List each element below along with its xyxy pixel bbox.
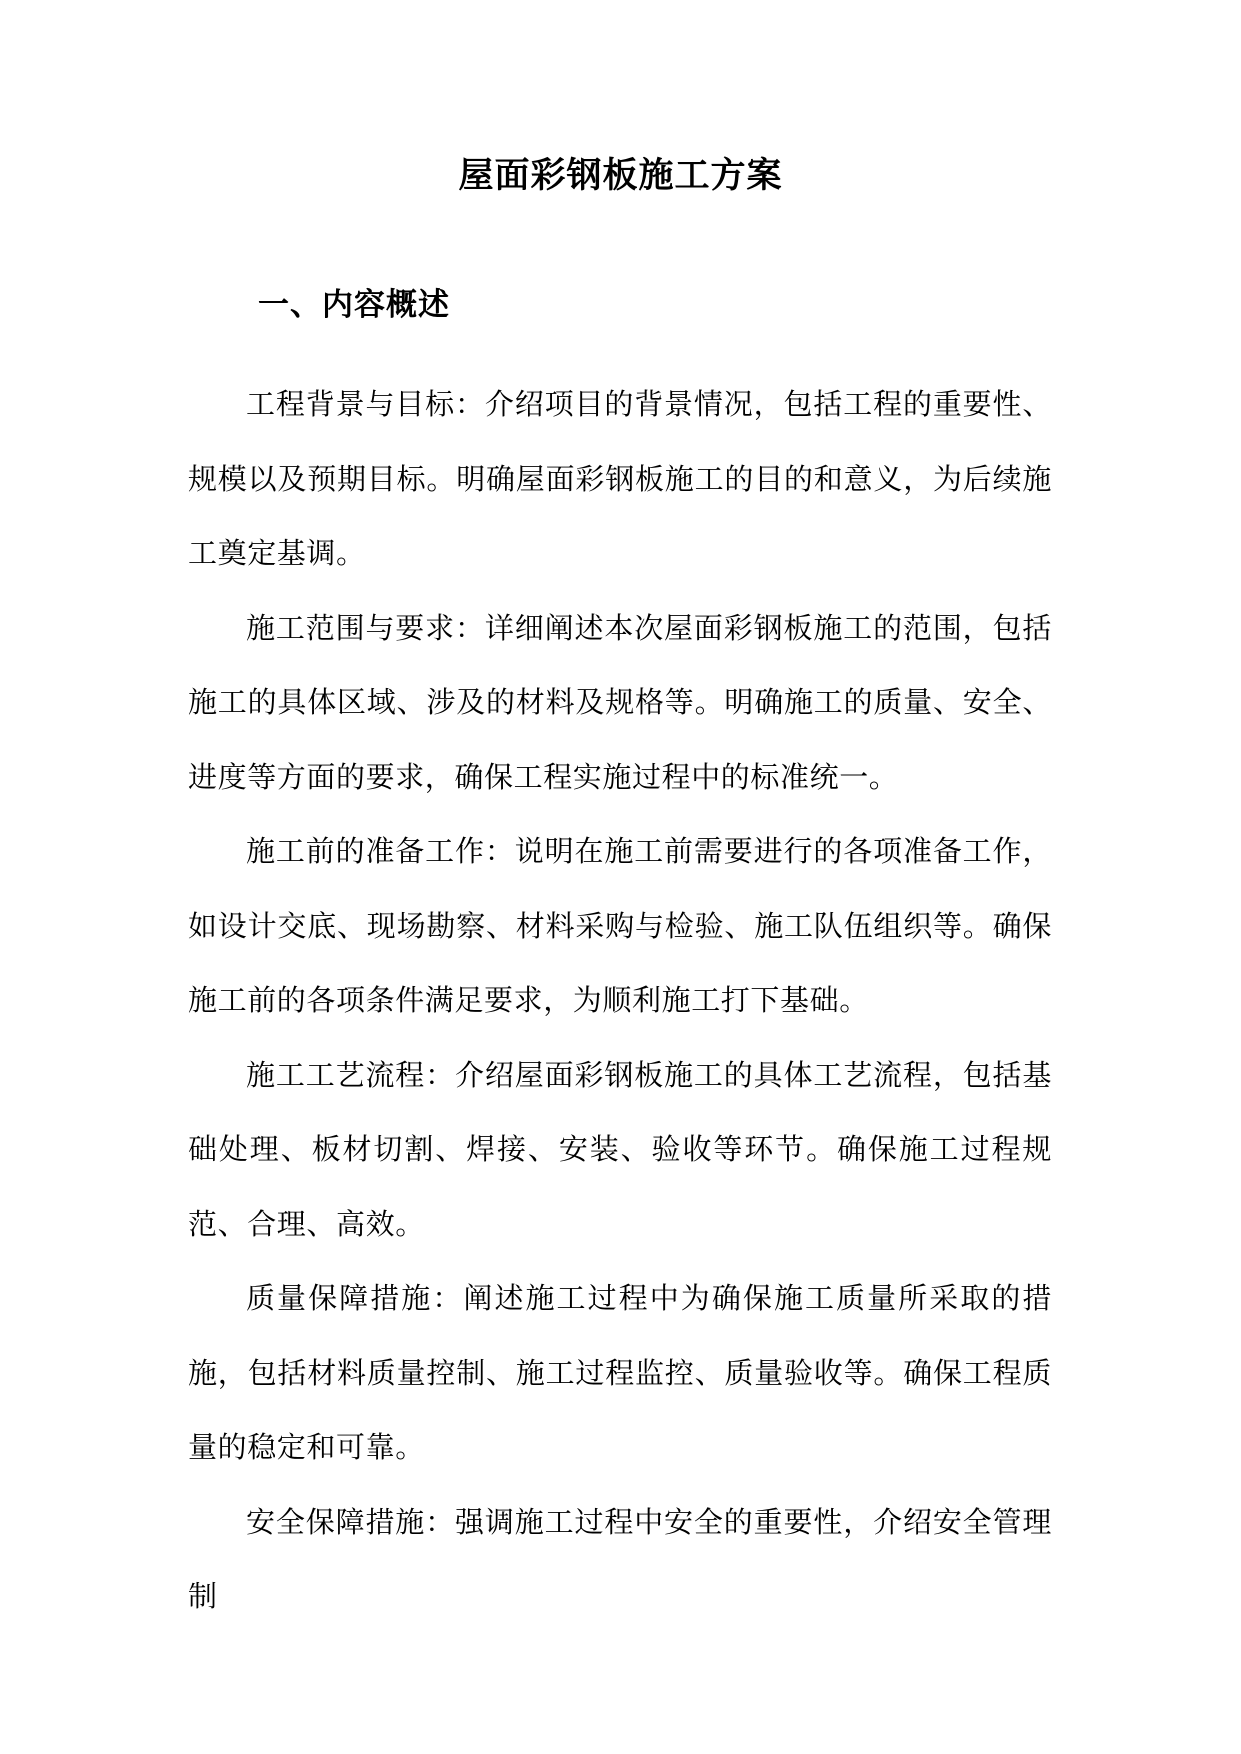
paragraph-preparation: 施工前的准备工作：说明在施工前需要进行的各项准备工作，如设计交底、现场勘察、材料采购与检验、施工队伍组织等。确保施工前的各项条件满足要求，为顺利施工打下基础。 [188, 834, 1052, 1017]
document-body [188, 367, 1052, 1634]
paragraph-scope: 施工范围与要求：详细阐述本次屋面彩钢板施工的范围，包括施工的具体区域、涉及的材料及规格等。明确施工的质量、安全、进度等方面的要求，确保工程实施过程中的标准统一。 [188, 610, 1052, 794]
document-title: 屋面彩钢板施工方案 [458, 155, 783, 196]
paragraph-safety: 安全保障措施：强调施工过程中安全的重要性，介绍安全管理制 [188, 1504, 1052, 1613]
paragraph-process: 施工工艺流程：介绍屋面彩钢板施工的具体工艺流程，包括基础处理、板材切割、焊接、安装、验收等环节。确保施工过程规范、合理、高效。 [188, 1057, 1052, 1241]
section-heading: 一、内容概述 [258, 287, 450, 323]
paragraph-quality: 质量保障措施：阐述施工过程中为确保施工质量所采取的措施，包括材料质量控制、施工过程监控、质量验收等。确保工程质量的稳定和可靠。 [188, 1281, 1052, 1464]
paragraph-background: 工程背景与目标：介绍项目的背景情况，包括工程的重要性、规模以及预期目标。明确屋面彩钢板施工的目的和意义，为后续施工奠定基调。 [188, 387, 1052, 570]
